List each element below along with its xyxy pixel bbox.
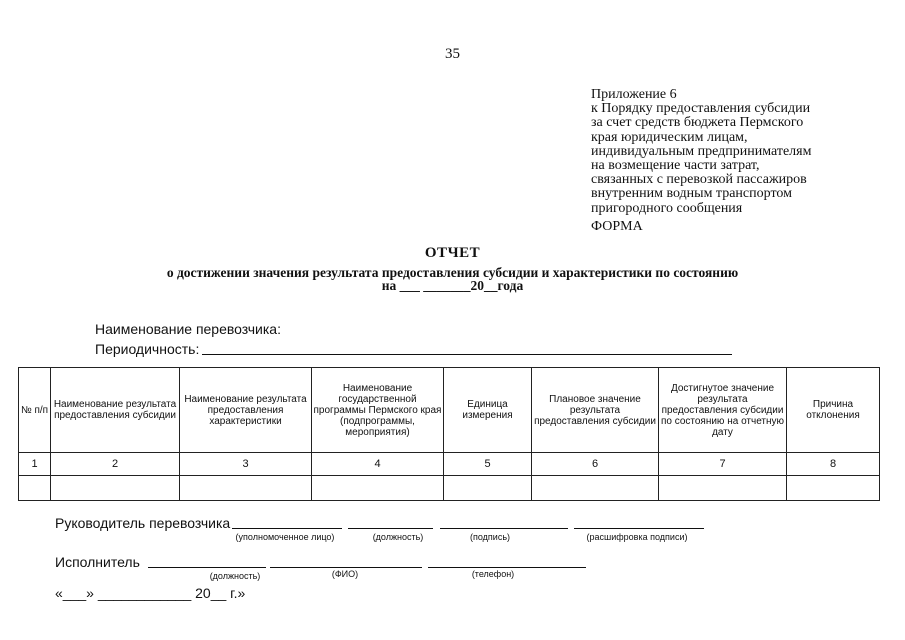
- header-cell: Плановое значение результата предоставления субсидии: [532, 368, 659, 453]
- head-of-carrier-label: Руководитель перевозчика: [55, 515, 231, 531]
- header-cell: Достигнутое значение результата предоставления субсидии по состоянию на отчетную дату: [659, 368, 787, 453]
- appendix-line: к Порядку предоставления субсидии: [591, 101, 811, 117]
- page-number: 35: [445, 46, 460, 62]
- appendix-line: связанных с перевозкой пассажиров: [591, 172, 807, 188]
- caption-signature: (подпись): [469, 532, 511, 542]
- empty-cell[interactable]: [51, 476, 180, 501]
- empty-cell[interactable]: [659, 476, 787, 501]
- appendix-line: на возмещение части затрат,: [591, 158, 760, 174]
- header-cell: Наименование результата предоставления характеристики: [180, 368, 312, 453]
- head-signature-blank: [440, 528, 568, 529]
- executor-position-blank: [148, 567, 266, 568]
- empty-cell[interactable]: [787, 476, 880, 501]
- header-cell: Единица измерения: [444, 368, 532, 453]
- signature-date: «___» ____________ 20__ г.»: [55, 585, 246, 601]
- column-number: 2: [51, 453, 180, 476]
- column-number-row: [19, 453, 880, 476]
- header-cell: № п/п: [19, 368, 51, 453]
- column-number: 4: [312, 453, 444, 476]
- empty-cell[interactable]: [19, 476, 51, 501]
- table-header-row: [19, 368, 880, 453]
- empty-data-row: [19, 476, 880, 501]
- report-subtitle-text: о достижении значения результата предоставления субсидии и характеристики по состоянию: [166, 265, 739, 280]
- head-position-blank: [232, 528, 342, 529]
- report-table: [18, 367, 880, 501]
- header-cell: Наименование результата предоставления субсидии: [51, 368, 180, 453]
- column-number: 5: [444, 453, 532, 476]
- executor-label: Исполнитель: [55, 554, 140, 570]
- column-number: 7: [659, 453, 787, 476]
- caption-full-name: (ФИО): [331, 569, 359, 579]
- empty-cell[interactable]: [532, 476, 659, 501]
- column-number: 8: [787, 453, 880, 476]
- periodicity-blank: [202, 354, 732, 355]
- carrier-name-label: Наименование перевозчика:: [95, 321, 281, 337]
- caption-executor-position: (должность): [209, 571, 261, 581]
- report-title: ОТЧЕТ: [424, 245, 481, 261]
- executor-phone-blank: [428, 567, 586, 568]
- report-date-line: на ___ _______20__года: [381, 278, 524, 293]
- periodicity-label: Периодичность:: [95, 341, 200, 357]
- empty-cell[interactable]: [180, 476, 312, 501]
- empty-cell[interactable]: [444, 476, 532, 501]
- appendix-line: внутренним водным транспортом: [591, 186, 792, 202]
- caption-signature-decoding: (расшифровка подписи): [586, 532, 688, 542]
- column-number: 3: [180, 453, 312, 476]
- form-label: ФОРМА: [591, 219, 643, 234]
- column-number: 1: [19, 453, 51, 476]
- caption-phone: (телефон): [471, 569, 515, 579]
- head-title-blank: [348, 528, 433, 529]
- head-decoding-blank: [574, 528, 704, 529]
- appendix-line: за счет средств бюджета Пермского: [591, 115, 804, 131]
- header-cell: Причина отклонения: [787, 368, 880, 453]
- executor-name-blank: [270, 567, 422, 568]
- empty-cell[interactable]: [312, 476, 444, 501]
- appendix-note: [591, 88, 891, 216]
- appendix-line: пригородного сообщения: [591, 200, 743, 216]
- caption-position: (должность): [372, 532, 424, 542]
- appendix-line: индивидуальным предпринимателям: [591, 143, 812, 159]
- column-number: 6: [532, 453, 659, 476]
- header-cell: Наименование государственной программы Пермского края (подпрограммы, мероприятия): [312, 368, 444, 453]
- appendix-line: Приложение 6: [591, 87, 677, 102]
- appendix-line: края юридическим лицам,: [591, 129, 748, 145]
- caption-authorized-person: (уполномоченное лицо): [235, 532, 335, 542]
- report-subtitle: [0, 266, 905, 292]
